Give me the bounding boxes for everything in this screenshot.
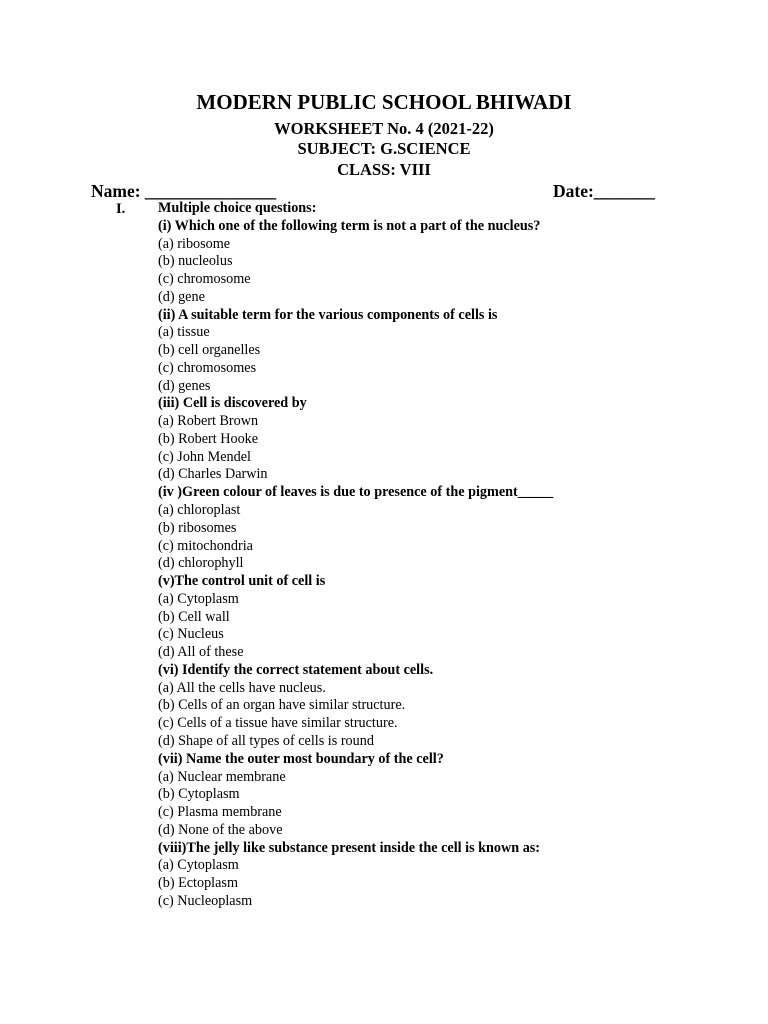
option[interactable]: (d) genes bbox=[158, 377, 211, 394]
option[interactable]: (c) chromosomes bbox=[158, 359, 257, 376]
question-block bbox=[158, 307, 738, 396]
option[interactable]: (a) All the cells have nucleus. bbox=[158, 679, 326, 696]
option[interactable]: (c) chromosome bbox=[158, 271, 251, 288]
option[interactable]: (a) Nuclear membrane bbox=[158, 768, 286, 785]
question-block bbox=[158, 484, 738, 573]
question-text: (i) Which one of the following term is not a part of the nucleus? bbox=[158, 217, 541, 234]
option[interactable]: (a) chloroplast bbox=[158, 502, 241, 519]
name-field[interactable]: Name: _______________ bbox=[91, 181, 277, 201]
question-text: (ii) A suitable term for the various components of cells is bbox=[158, 306, 498, 323]
option[interactable]: (b) Ectoplasm bbox=[158, 875, 238, 892]
option[interactable]: (b) ribosomes bbox=[158, 519, 237, 536]
option[interactable]: (c) mitochondria bbox=[158, 537, 253, 554]
question-block bbox=[158, 751, 738, 840]
option[interactable]: (d) All of these bbox=[158, 644, 244, 661]
option[interactable]: (c) Nucleoplasm bbox=[158, 892, 253, 909]
question-block bbox=[158, 573, 738, 662]
question-block bbox=[158, 662, 738, 751]
option[interactable]: (d) Charles Darwin bbox=[158, 466, 268, 483]
option[interactable]: (c) John Mendel bbox=[158, 448, 251, 465]
question-text: (iii) Cell is discovered by bbox=[158, 395, 307, 412]
option[interactable]: (c) Cells of a tissue have similar structure. bbox=[158, 715, 398, 732]
school-name: MODERN PUBLIC SCHOOL BHIWADI bbox=[196, 90, 572, 114]
option[interactable]: (a) Cytoplasm bbox=[158, 590, 239, 607]
question-block bbox=[158, 218, 738, 307]
option[interactable]: (d) chlorophyll bbox=[158, 555, 244, 572]
option[interactable]: (c) Plasma membrane bbox=[158, 804, 282, 821]
option[interactable]: (a) tissue bbox=[158, 324, 210, 341]
option[interactable]: (d) gene bbox=[158, 288, 205, 305]
date-field[interactable]: Date:_______ bbox=[553, 181, 656, 201]
option[interactable]: (a) Cytoplasm bbox=[158, 857, 239, 874]
subject-line: SUBJECT: G.SCIENCE bbox=[297, 139, 471, 158]
class-line: CLASS: VIII bbox=[337, 160, 431, 179]
option[interactable]: (b) Cytoplasm bbox=[158, 786, 240, 803]
option[interactable]: (d) None of the above bbox=[158, 821, 283, 838]
option[interactable]: (b) Cell wall bbox=[158, 608, 230, 625]
question-block bbox=[158, 840, 738, 911]
section-number: I. bbox=[116, 201, 126, 217]
question-text: (vii) Name the outer most boundary of the cell? bbox=[158, 750, 444, 767]
question-text: (iv )Green colour of leaves is due to presence of the pigment_____ bbox=[158, 484, 554, 501]
option[interactable]: (b) cell organelles bbox=[158, 342, 261, 359]
worksheet-title: WORKSHEET No. 4 (2021-22) bbox=[274, 119, 494, 138]
section-title: Multiple choice questions: bbox=[158, 200, 317, 216]
option[interactable]: (b) Cells of an organ have similar structure. bbox=[158, 697, 406, 714]
question-text: (v)The control unit of cell is bbox=[158, 573, 326, 590]
question-block bbox=[158, 395, 738, 484]
question-text: (vi) Identify the correct statement about cells. bbox=[158, 661, 434, 678]
question-text: (viii)The jelly like substance present inside the cell is known as: bbox=[158, 839, 541, 856]
question-list bbox=[158, 200, 738, 911]
option[interactable]: (b) nucleolus bbox=[158, 253, 233, 270]
option[interactable]: (b) Robert Hooke bbox=[158, 430, 259, 447]
option[interactable]: (a) ribosome bbox=[158, 235, 231, 252]
option[interactable]: (c) Nucleus bbox=[158, 626, 224, 643]
option[interactable]: (d) Shape of all types of cells is round bbox=[158, 732, 374, 749]
option[interactable]: (a) Robert Brown bbox=[158, 413, 259, 430]
